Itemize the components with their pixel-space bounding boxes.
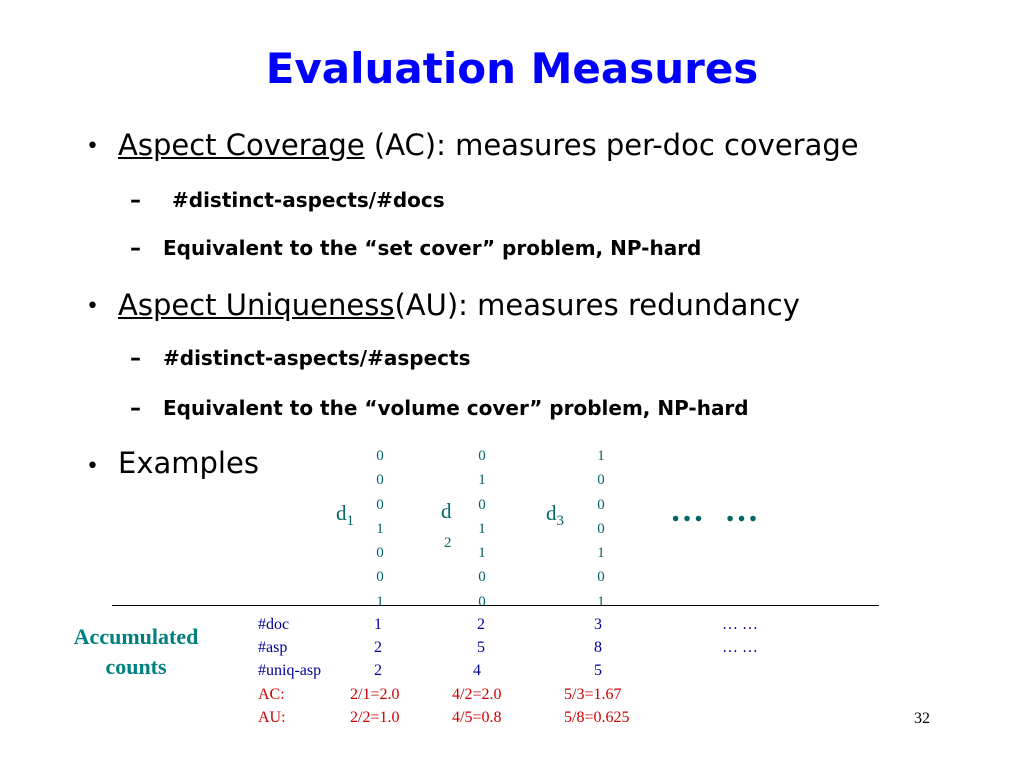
doc-label-d3: $d_3$ — [546, 501, 564, 530]
row-label-uniq-asp: #uniq-asp — [258, 662, 322, 679]
cell-asp-3: 8 — [594, 639, 602, 656]
dash-icon: – — [130, 346, 141, 371]
doc-label-d1: $d_1$ — [336, 501, 354, 530]
term-aspect-uniqueness: Aspect Uniqueness — [118, 288, 395, 322]
cell-au-1: 2/2=1.0 — [350, 709, 400, 726]
doc-vector-d3: 1 0 0 0 1 0 1 — [597, 448, 605, 610]
cell-au-3: 5/8=0.625 — [564, 709, 630, 726]
bullet-examples: Examples — [118, 446, 259, 480]
sub-bullet-text: Equivalent to the “volume cover” problem, NP-hard — [163, 396, 749, 420]
cell-doc-1: 1 — [374, 616, 382, 633]
bullet-dot-icon: • — [86, 454, 99, 479]
term-aspect-coverage: Aspect Coverage — [118, 128, 365, 162]
dash-icon: – — [130, 236, 141, 261]
table-divider — [112, 605, 879, 606]
ellipsis-dots: … … — [670, 492, 765, 529]
row-label-asp: #asp — [258, 639, 288, 656]
cell-doc-2: 2 — [477, 616, 485, 633]
row-label-doc: #doc — [258, 616, 290, 633]
bullet-aspect-coverage — [118, 128, 859, 162]
cell-uniq-3: 5 — [594, 662, 602, 679]
bullet-aspect-uniqueness — [118, 288, 800, 322]
bullet-rest: (AC): measures per-doc coverage — [364, 128, 859, 162]
cell-ac-2: 4/2=2.0 — [452, 686, 502, 703]
cell-ac-3: 5/3=1.67 — [564, 686, 622, 703]
bullet-rest: (AU): measures redundancy — [394, 288, 800, 322]
doc-label-d2: d — [441, 499, 452, 523]
cell-asp-1: 2 — [374, 639, 382, 656]
page-number: 32 — [914, 710, 930, 727]
cell-au-2: 4/5=0.8 — [452, 709, 502, 726]
row-label-au: AU: — [258, 709, 286, 726]
dash-icon: – — [130, 188, 141, 213]
cell-doc-3: 3 — [594, 616, 602, 633]
bullet-dot-icon: • — [86, 134, 99, 159]
doc-vector-d1: 0 0 0 1 0 0 1 — [376, 448, 384, 610]
cell-asp-2: 5 — [477, 639, 485, 656]
slide-title: Evaluation Measures — [265, 44, 759, 93]
sub-bullet-text: #distinct-aspects/#aspects — [163, 346, 471, 370]
cell-asp-more: … … — [722, 639, 758, 656]
cell-uniq-2: 4 — [473, 662, 481, 679]
cell-ac-1: 2/1=2.0 — [350, 686, 400, 703]
cell-uniq-1: 2 — [374, 662, 382, 679]
bullet-dot-icon: • — [86, 294, 99, 319]
sub-bullet-text: #distinct-aspects/#docs — [172, 188, 445, 212]
accumulated-counts-label: Accumulated counts — [73, 624, 199, 679]
dash-icon: – — [130, 396, 141, 421]
doc-vector-d2: 0 1 0 1 1 0 0 — [478, 448, 486, 610]
row-label-ac: AC: — [258, 686, 285, 703]
cell-doc-more: … … — [722, 616, 758, 633]
sub-bullet-text: Equivalent to the “set cover” problem, NP-hard — [163, 236, 702, 260]
doc-label-d2-sub: 2 — [444, 535, 452, 551]
